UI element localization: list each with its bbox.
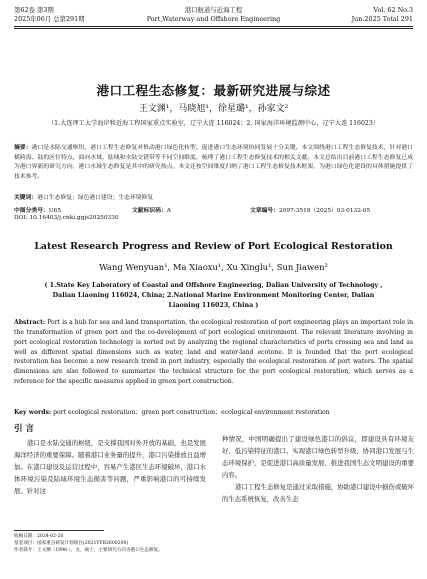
keywords-label-cn: 关键词：: [14, 195, 38, 201]
article-no-value: 2097-3519（2025）03-0132-05: [279, 208, 371, 214]
header-right: [352, 6, 413, 24]
received-date: 收稿日期：2024-02-20: [14, 534, 64, 539]
keywords-cn: [14, 192, 413, 201]
clc-field: [14, 205, 61, 214]
date-total-en: Jun.2025 Total 291: [351, 15, 413, 23]
abstract-label-en: Abstract:: [14, 319, 46, 326]
journal-name-cn: 港口航道与近海工程: [184, 6, 243, 14]
paper-title-cn: 港口工程生态修复：最新研究进展与综述: [96, 83, 331, 98]
body-column-left: [14, 422, 206, 497]
abstract-cn: [14, 144, 413, 183]
header-rule-top: [14, 26, 413, 27]
doc-code-field: [132, 205, 171, 214]
fund-info: 基金项目：国家重点研发计划项目(2021YFB2600200): [14, 541, 129, 547]
keywords-en: [14, 407, 413, 416]
abstract-label-cn: 摘要：: [14, 145, 32, 151]
date-total: 2025年06月 总第291期: [14, 15, 85, 23]
keywords-text-en: port ecological restoration；green port construction；ecological environment restoration: [53, 409, 330, 416]
journal-name-en: Port,Waterway and Offshore Engineering: [146, 15, 281, 23]
affiliation-cn: （1.大连理工大学海岸和近海工程国家重点实验室，辽宁大连 116024；2. 国家海洋环境监测中心，辽宁大连 116023）: [47, 120, 379, 127]
author-bio: 作者简介：王文渊（1996-），女，硕士，主要研究方向为港口生态修复。: [14, 548, 163, 554]
paper-title-en: Latest Research Progress and Review of Port Ecological Restoration: [34, 241, 393, 252]
volume-issue: 第62卷 第3期: [14, 6, 54, 14]
intro-paragraph-1: 港口是水陆交通的枢纽，是支撑我国对外开放的基础，也是发展海洋经济的重要保障。随着港口业务量的提升，港口污染排放日益增加。在港口建设及运营过程中，容易产生港区生态环境破坏、港口水体环境污染及陆域环境生态损害等问题，严重影响港口的可持续发展。针对这: [14, 439, 206, 495]
classification-line: [14, 205, 413, 214]
running-header: [14, 6, 413, 36]
clc-label: 中图分类号：: [14, 208, 49, 214]
abstract-text-en: Port is a hub for sea and land transportation, the ecological restoration of port engineering plays an important role in the transformation of green port and the co-development of port ecological environment. The relevant literature involving in port ecological restoration technology is sorted out by analyzing the regional characteristics of ports crossing sea and land as well as different spatial dimensions such as water, land and water-land ecotone. It is founded that the port ecological restoration has become a new research trend in port industry, especially the ecological restoration of port waters. The spatial dimensions are also followed to summarize the technical structure for the port ecological restoration, which serves as a reference for the specific measures applied in green port construction.: [14, 319, 413, 386]
doi-link[interactable]: DOI: 10.16403/j.cnki.ggjs20250330: [14, 215, 119, 221]
abstract-text-cn: 港口是水陆交通枢纽，港口工程生态修复对推动港口绿色化转型、促进港口生态环境协同发展十分关键。本文围绕港口工程生态修复技术，针对港口横跨海、陆的区位特点，面向水域、陆域和水陆交错带等不同空间维度，梳理了港口工程生态修复技术的相关文献。本文总结出目前港口工程生态修复已成为港口界新的研究方向，港口水域生态修复是其中的研究热点。本文还按空间维度归纳了港口工程生态修复技术框架，为港口绿色化建设的具体措施提供了技术参考。: [14, 145, 413, 181]
clc-value: U65: [48, 208, 62, 214]
intro-paragraph-1-cont: 种情况，中国明确提出了建设绿色港口的倡议，即建设具有环境友好、低污染特征的港口。实现港口绿色转型升级、协同港口发展与生态环境保护，是促进港口高质量发展、推进我国生态文明建设的重要内容。: [222, 435, 414, 479]
section-heading-intro: 引 言: [14, 424, 34, 434]
keywords-text-cn: 港口生态修复；绿色港口建设；生态环境修复: [37, 195, 154, 201]
affiliation-en: ( 1.State Key Laboratory of Coastal and Offshore Engineering, Dalian University of Technology , Dalian Liaoning 116024, China; 2.National Marine Environment Monitoring Center, Dalian Liaoning 116023, China ): [44, 282, 383, 309]
article-no-label: 文章编号：: [250, 208, 279, 214]
doc-code-label: 文献标识码：: [132, 208, 167, 214]
abstract-en: [14, 318, 413, 387]
footnote: [14, 533, 214, 555]
article-no-field: [250, 205, 370, 214]
header-rule-bottom: [14, 28, 413, 29]
intro-paragraph-2: 港口工程生态修复是通过采取措施，协助港口建设中损伤或破坏的生态系统恢复，改善生态: [222, 483, 414, 503]
authors-cn: 王文渊¹，马晓旭¹，徐星璐¹，孙家文²: [138, 104, 289, 114]
body-column-right: [222, 433, 414, 505]
footnote-rule: [14, 530, 104, 531]
doc-code-value: A: [166, 208, 171, 214]
authors-en: Wang Wenyuan¹, Ma Xiaoxu¹, Xu Xinglu¹, Sun Jiawen²: [99, 262, 328, 272]
volume-issue-en: Vol. 62 No.3: [373, 6, 413, 14]
keywords-label-en: Key words:: [14, 409, 52, 416]
